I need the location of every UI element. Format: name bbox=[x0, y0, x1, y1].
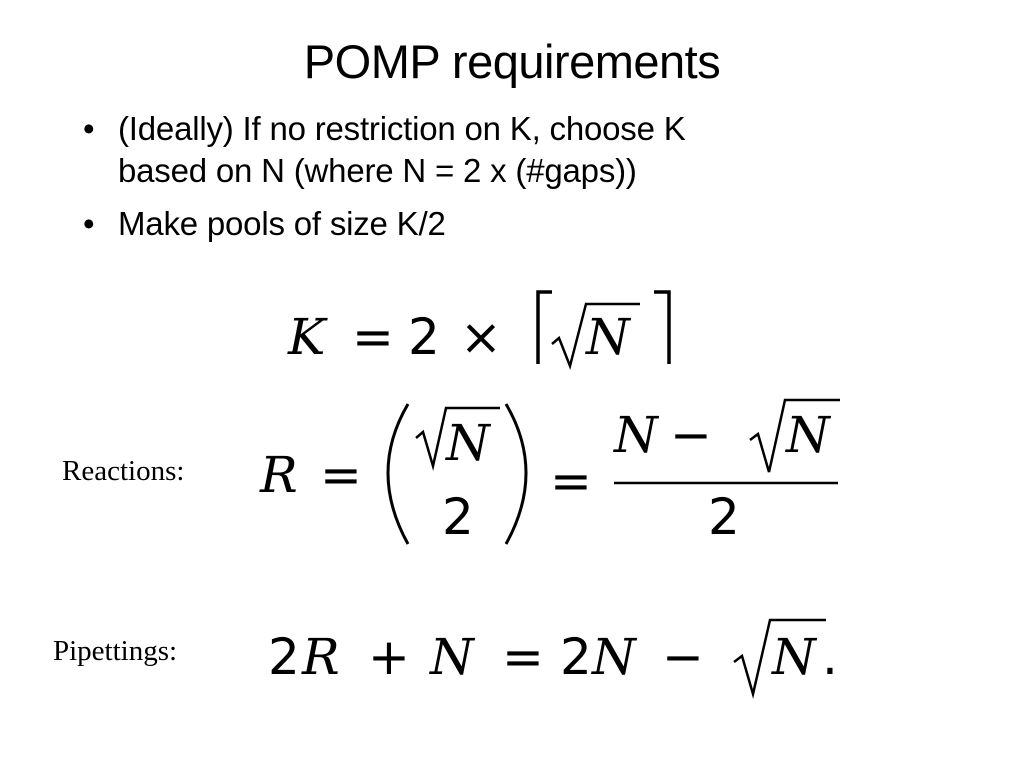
reactions-label: Reactions: bbox=[62, 455, 185, 487]
ceiling-left-bracket bbox=[538, 292, 552, 364]
equation-times: × bbox=[460, 308, 502, 366]
equation-symbol-n: N bbox=[614, 406, 658, 464]
equation-k-formula bbox=[280, 282, 700, 372]
equation-symbol-n: N bbox=[446, 414, 490, 472]
equation-symbol-r: R bbox=[302, 628, 340, 686]
ceiling-right-bracket bbox=[654, 292, 669, 364]
equation-number: 2 bbox=[268, 628, 300, 686]
equation-equals: = bbox=[352, 308, 394, 366]
equation-plus: + bbox=[368, 628, 410, 686]
equation-period: . bbox=[822, 628, 838, 686]
bullet-item-pool-size bbox=[80, 203, 860, 245]
equation-symbol-n: N bbox=[592, 628, 636, 686]
bullet-marker: • bbox=[83, 205, 95, 242]
equation-symbol-k: K bbox=[288, 308, 326, 366]
equation-equals: = bbox=[550, 452, 592, 510]
bullet-list bbox=[80, 108, 860, 256]
pipettings-label: Pipettings: bbox=[53, 635, 178, 667]
equation-minus: − bbox=[670, 406, 712, 464]
equation-pipettings bbox=[260, 612, 840, 702]
equation-equals: = bbox=[320, 446, 362, 504]
equation-symbol-r: R bbox=[260, 446, 298, 504]
equation-symbol-n: N bbox=[786, 406, 830, 464]
equation-symbol-n: N bbox=[586, 308, 630, 366]
equation-minus: − bbox=[662, 628, 704, 686]
slide-title: POMP requirements bbox=[303, 35, 721, 88]
equation-number: 2 bbox=[408, 308, 440, 366]
bullet-marker: • bbox=[83, 110, 95, 147]
equation-number: 2 bbox=[560, 628, 592, 686]
bullet-text-line: based on N (where N = 2 x (#gaps)) bbox=[118, 152, 637, 189]
bullet-text-line: Make pools of size K/2 bbox=[118, 205, 446, 242]
equation-symbol-n: N bbox=[772, 628, 816, 686]
binomial-left-paren bbox=[388, 404, 408, 544]
bullet-text-line: (Ideally) If no restriction on K, choose K bbox=[118, 110, 686, 147]
bullet-item-choose-k bbox=[80, 108, 860, 192]
equation-reactions bbox=[250, 392, 850, 557]
equation-equals: = bbox=[502, 628, 544, 686]
equation-number: 2 bbox=[708, 488, 740, 546]
equation-number: 2 bbox=[442, 488, 474, 546]
binomial-right-paren bbox=[506, 404, 526, 544]
equation-symbol-n: N bbox=[430, 628, 474, 686]
